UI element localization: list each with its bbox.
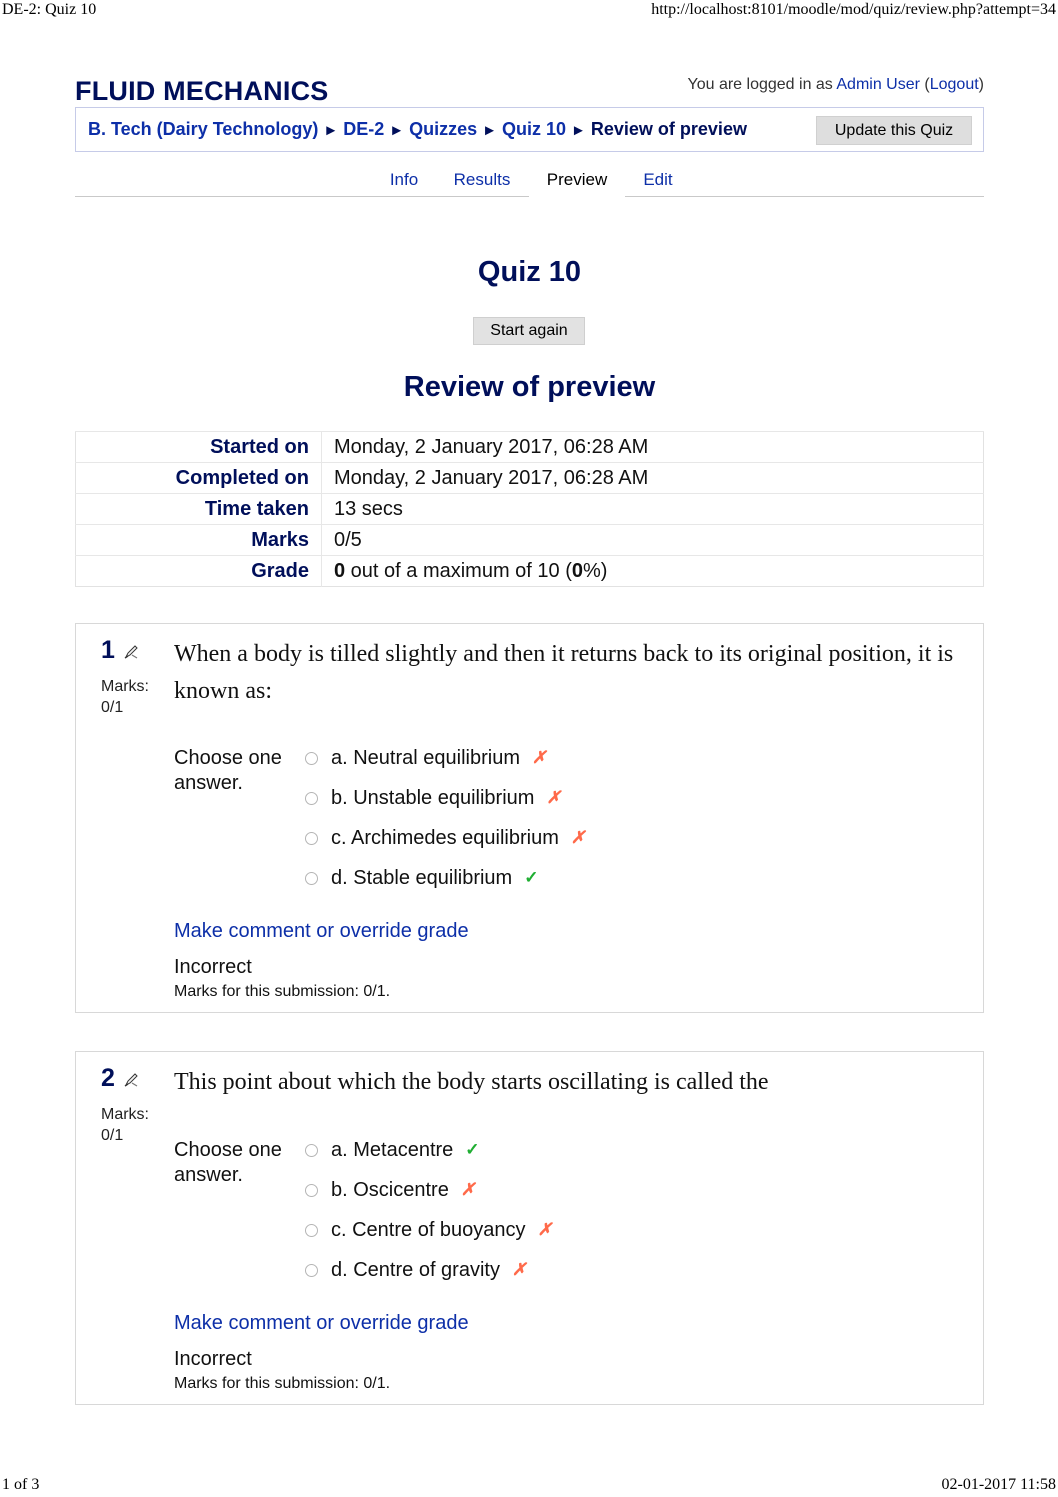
- logout-link[interactable]: Logout: [929, 76, 979, 93]
- cross-icon: ✗: [460, 1180, 476, 1199]
- answer-label: a. Metacentre: [331, 1138, 454, 1161]
- answer-label: b. Unstable equilibrium: [331, 786, 535, 809]
- radio-button[interactable]: [305, 1184, 318, 1197]
- answer-option[interactable]: [305, 866, 538, 890]
- marks-label: Marks:: [101, 1106, 149, 1123]
- summary-row: [76, 463, 984, 494]
- question-text: When a body is tilled slightly and then it returns back to its original position, it is known as:: [174, 641, 954, 704]
- logout-close: ): [978, 76, 984, 93]
- print-footer: [0, 1476, 1058, 1496]
- summary-row: [76, 525, 984, 556]
- summary-row: [76, 494, 984, 525]
- summary-row: [76, 432, 984, 463]
- breadcrumb: [88, 119, 747, 140]
- radio-button[interactable]: [305, 832, 318, 845]
- tab-edit[interactable]: [635, 166, 681, 196]
- grade-score: 0: [334, 559, 346, 582]
- breadcrumb-separator: ►: [323, 122, 339, 139]
- attempt-summary-table: [75, 431, 984, 587]
- answer-option[interactable]: [305, 1138, 480, 1162]
- summary-label: Started on: [76, 432, 322, 463]
- tab-bar: [75, 166, 984, 197]
- print-page-url: http://localhost:8101/moodle/mod/quiz/review.php?attempt=34: [651, 1, 1056, 18]
- edit-question-icon[interactable]: [123, 1072, 139, 1088]
- question-number: 2: [101, 1064, 115, 1092]
- breadcrumb-de2[interactable]: DE-2: [343, 119, 385, 139]
- breadcrumb-separator: ►: [389, 122, 405, 139]
- print-header: [0, 0, 1058, 22]
- radio-button[interactable]: [305, 1264, 318, 1277]
- summary-value: 13 secs: [322, 494, 984, 525]
- answer-label: a. Neutral equilibrium: [331, 746, 520, 769]
- answer-option[interactable]: [305, 746, 546, 770]
- quiz-title: Quiz 10: [477, 256, 582, 288]
- radio-button[interactable]: [305, 752, 318, 765]
- answer-option[interactable]: [305, 1258, 526, 1282]
- result-status: Incorrect: [174, 956, 252, 978]
- question-1: [75, 623, 984, 1013]
- site-title: FLUID MECHANICS: [75, 76, 329, 106]
- grade-percent: 0: [571, 559, 584, 582]
- radio-button[interactable]: [305, 1144, 318, 1157]
- print-page-title: DE-2: Quiz 10: [2, 1, 97, 18]
- comment-override-link[interactable]: Make comment or override grade: [174, 1312, 469, 1334]
- breadcrumb-separator: ►: [482, 122, 497, 139]
- question-text: This point about which the body starts oscillating is called the: [174, 1069, 769, 1095]
- summary-label: Time taken: [76, 494, 322, 525]
- login-info: [688, 76, 985, 94]
- start-again-button[interactable]: Start again: [473, 317, 585, 345]
- summary-label: Completed on: [76, 463, 322, 494]
- check-icon: ✓: [465, 1140, 480, 1159]
- logout-open: (: [919, 76, 930, 93]
- marks-value: 0/1: [101, 1127, 124, 1144]
- submission-marks: Marks for this submission: 0/1.: [174, 983, 391, 1000]
- tab-results[interactable]: [445, 166, 519, 196]
- tab-preview[interactable]: [529, 166, 625, 196]
- summary-value: 0/5: [322, 525, 984, 556]
- breadcrumb-current: Review of preview: [590, 119, 747, 139]
- review-title: Review of preview: [403, 371, 656, 403]
- answer-option[interactable]: [305, 826, 585, 850]
- answer-option[interactable]: [305, 786, 561, 810]
- comment-override-link[interactable]: Make comment or override grade: [174, 920, 469, 942]
- summary-value: Monday, 2 January 2017, 06:28 AM: [322, 432, 984, 463]
- answer-label: b. Oscicentre: [331, 1178, 449, 1201]
- answer-label: c. Centre of buoyancy: [331, 1218, 526, 1241]
- answer-label: d. Stable equilibrium: [331, 866, 513, 889]
- user-link[interactable]: Admin User: [836, 76, 920, 93]
- cross-icon: ✗: [511, 1260, 527, 1279]
- grade-text-end: %): [583, 559, 608, 582]
- radio-button[interactable]: [305, 1224, 318, 1237]
- answer-prompt: Choose one answer.: [174, 1139, 282, 1186]
- tab-edit-label: Edit: [643, 170, 673, 189]
- tab-info-label: Info: [389, 170, 419, 189]
- answer-prompt: Choose one answer.: [174, 747, 282, 794]
- summary-row: [76, 556, 984, 587]
- marks-label: Marks:: [101, 678, 149, 695]
- print-page-number: 1 of 3: [2, 1476, 40, 1493]
- print-datetime: 02-01-2017 11:58: [941, 1476, 1056, 1493]
- question-marks: [101, 676, 149, 718]
- breadcrumb-quiz[interactable]: Quiz 10: [502, 119, 567, 139]
- tab-info[interactable]: [381, 166, 427, 196]
- question-2: [75, 1051, 984, 1405]
- question-marks: [101, 1104, 149, 1146]
- cross-icon: ✗: [537, 1220, 552, 1239]
- question-number: 1: [101, 636, 115, 664]
- edit-question-icon[interactable]: [123, 644, 139, 660]
- answer-label: d. Centre of gravity: [331, 1258, 500, 1281]
- answer-label: c. Archimedes equilibrium: [331, 826, 559, 849]
- cross-icon: ✗: [531, 748, 547, 767]
- login-prefix: You are logged in as: [687, 76, 837, 93]
- update-quiz-button[interactable]: Update this Quiz: [816, 116, 972, 145]
- radio-button[interactable]: [305, 792, 318, 805]
- marks-value: 0/1: [101, 699, 124, 716]
- cross-icon: ✗: [546, 788, 561, 807]
- grade-text: out of a maximum of 10 (: [345, 559, 572, 582]
- tab-active-gap: [529, 196, 625, 198]
- summary-value: Monday, 2 January 2017, 06:28 AM: [322, 463, 984, 494]
- radio-button[interactable]: [305, 872, 318, 885]
- check-icon: ✓: [524, 868, 539, 887]
- result-status: Incorrect: [174, 1348, 252, 1370]
- tab-preview-label: Preview: [546, 170, 608, 189]
- cross-icon: ✗: [570, 828, 586, 847]
- answer-option[interactable]: [305, 1178, 475, 1202]
- breadcrumb-separator: ►: [571, 122, 586, 139]
- summary-label: Grade: [76, 556, 322, 587]
- answer-option[interactable]: [305, 1218, 552, 1242]
- breadcrumb-quizzes[interactable]: Quizzes: [409, 119, 478, 139]
- navbar: [75, 107, 984, 152]
- summary-label: Marks: [76, 525, 322, 556]
- breadcrumb-course[interactable]: B. Tech (Dairy Technology): [88, 119, 319, 139]
- summary-grade-value: [322, 556, 984, 587]
- submission-marks: Marks for this submission: 0/1.: [174, 1375, 391, 1392]
- tab-results-label: Results: [453, 170, 511, 189]
